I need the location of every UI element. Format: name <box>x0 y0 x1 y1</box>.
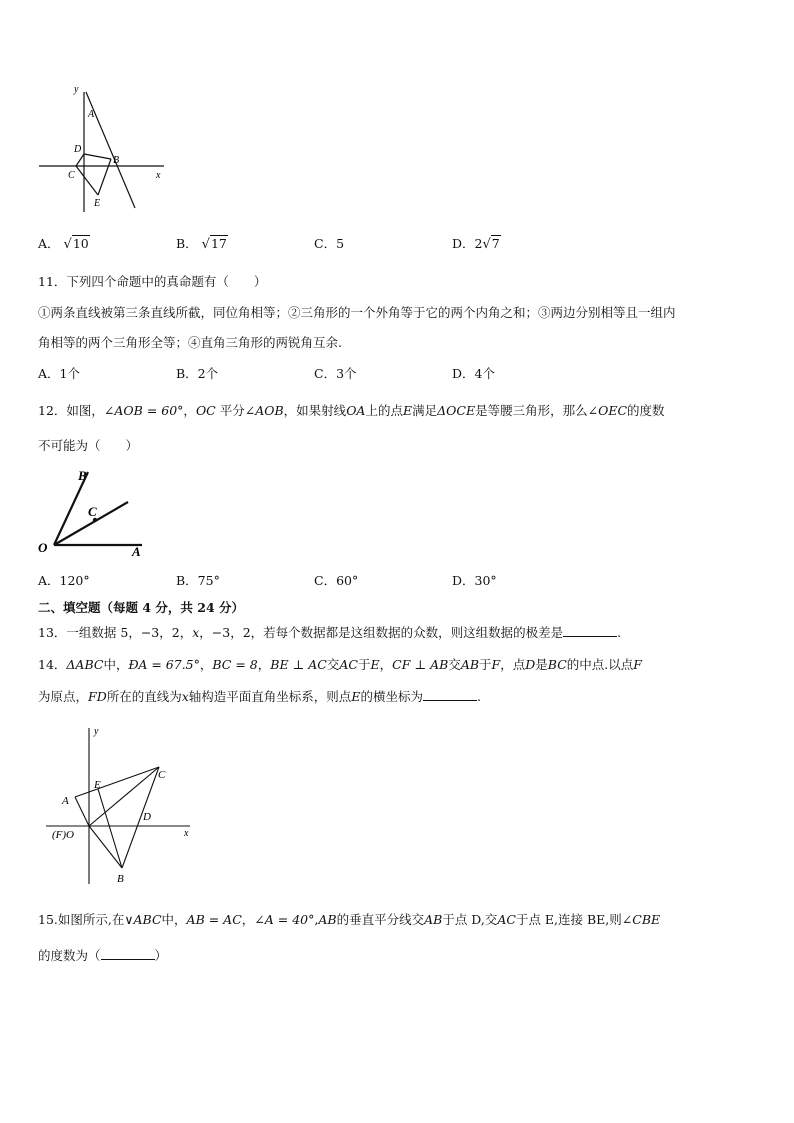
figure-q10 <box>36 80 176 216</box>
label-x: x <box>156 170 161 181</box>
label-e: E <box>94 779 101 791</box>
q11-body-line2: 角相等的两个三角形全等；④直角三角形的两锐角互余. <box>38 335 342 350</box>
label-b: B <box>78 468 87 483</box>
label-d: D <box>74 144 82 155</box>
label-y: y <box>94 726 99 737</box>
q12-option-a[interactable]: A．120° <box>38 573 90 588</box>
figure-q12 <box>36 462 156 562</box>
label-c: C <box>68 170 75 181</box>
segment-af <box>75 797 89 826</box>
section-heading-fill-blank: 二、填空题（每题 4 分，共 24 分） <box>38 600 245 615</box>
q11-stem: 11．下列四个命题中的真命题有（ ） <box>38 274 267 289</box>
segment-eb <box>98 159 111 195</box>
q15-stem-line2: 的度数为（ ） <box>38 948 168 963</box>
segment-db <box>84 154 111 159</box>
q10-option-c[interactable]: C．5 <box>314 236 345 251</box>
figure-q14 <box>40 722 200 888</box>
label-a: A <box>62 795 69 807</box>
q13-stem: 13．一组数据 5，−3，2，x，−3，2，若每个数据都是这组数据的众数，则这组数据的极差是 . <box>38 625 622 640</box>
label-fo: (F)O <box>52 829 74 841</box>
q15-answer-blank[interactable] <box>101 949 155 960</box>
q11-option-c[interactable]: C．3个 <box>314 366 357 381</box>
label-x: x <box>184 828 189 839</box>
label-c: C <box>88 504 97 519</box>
q11-option-b[interactable]: B．2个 <box>176 366 219 381</box>
segment-ce <box>76 166 98 195</box>
label-e: E <box>94 198 101 209</box>
q14-stem-line1: 14．ΔABC中，ÐA = 67.5°，BC = 8，BE ⊥ AC交AC于E，CF ⊥ AB交AB于F，点D是BC的中点.以点F <box>38 657 642 672</box>
q12-option-b[interactable]: B．75° <box>176 573 220 588</box>
label-a: A <box>88 109 95 120</box>
q11-body-line1: ①两条直线被第三条直线所截，同位角相等；②三角形的一个外角等于它的两个内角之和；③两边分别相等且一组内 <box>38 305 676 320</box>
q10-option-b[interactable]: B． √17 <box>176 236 227 252</box>
q10-option-a[interactable]: A． √10 <box>38 236 89 252</box>
label-y: y <box>74 84 79 95</box>
segment-dc <box>76 154 84 166</box>
label-d: D <box>143 811 151 823</box>
q12-stem-line1: 12．如图，∠AOB = 60°，OC 平分∠AOB，如果射线OA上的点E满足ΔOCE是等腰三角形，那么∠OEC的度数 <box>38 403 665 418</box>
q14-answer-blank[interactable] <box>423 690 477 701</box>
label-c: C <box>158 769 166 781</box>
q10-option-d[interactable]: D．2√7 <box>452 236 500 252</box>
label-a: A <box>132 544 141 559</box>
q15-stem-line1: 15.如图所示,在∨ABC中，AB = AC，∠A = 40°,AB的垂直平分线交AB于点 D,交AC于点 E,连接 BE,则∠CBE <box>38 912 661 927</box>
segment-ac <box>75 767 159 797</box>
q11-option-d[interactable]: D．4个 <box>452 366 495 381</box>
segment-fb <box>89 826 122 868</box>
q14-stem-line2: 为原点，FD所在的直线为x轴构造平面直角坐标系，则点E的横坐标为 . <box>38 689 481 704</box>
label-b: B <box>113 155 120 166</box>
label-b: B <box>117 873 124 885</box>
q12-option-c[interactable]: C．60° <box>314 573 359 588</box>
q11-option-a[interactable]: A．1个 <box>38 366 80 381</box>
q13-answer-blank[interactable] <box>563 626 617 637</box>
q12-stem-line2: 不可能为（ ） <box>38 438 139 453</box>
q12-option-d[interactable]: D．30° <box>452 573 497 588</box>
label-o: O <box>38 540 48 555</box>
